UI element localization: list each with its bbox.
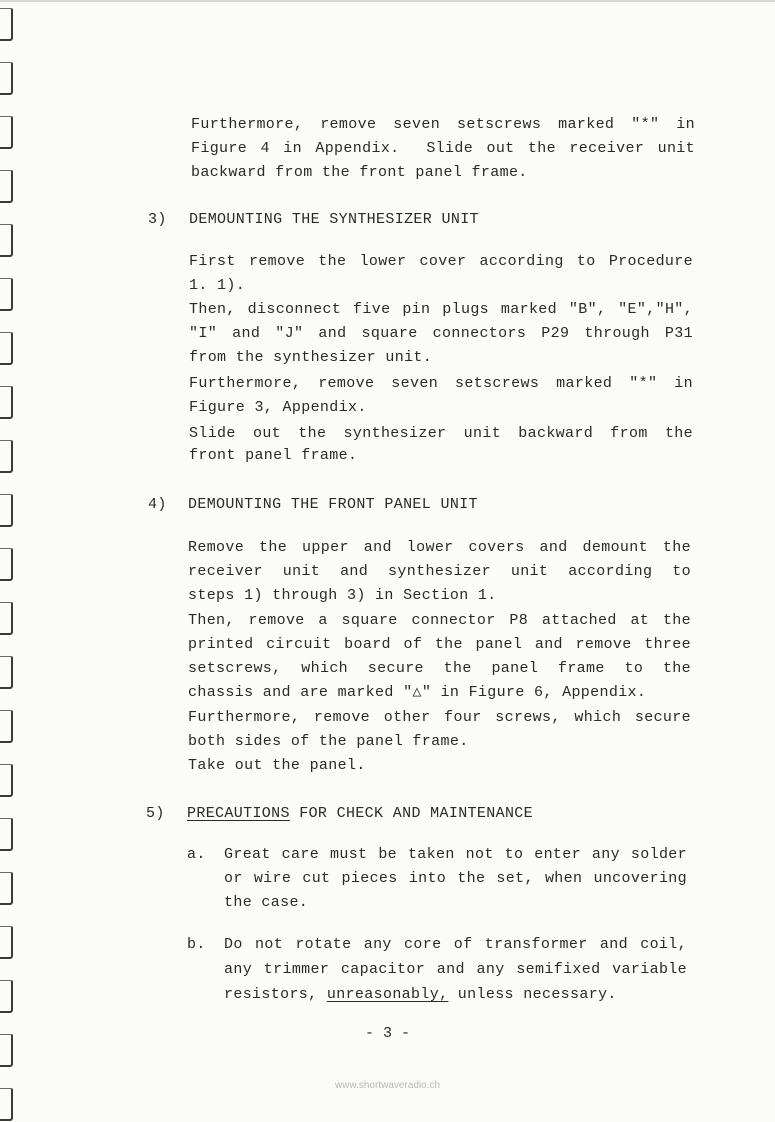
item-b-line-1: Do not rotate any core of transformer and coil, bbox=[224, 936, 687, 953]
section-3-line-5: from the synthesizer unit. bbox=[189, 349, 433, 366]
intro-line-3: backward from the front panel frame. bbox=[191, 164, 528, 181]
section-5-number: 5) bbox=[146, 805, 165, 822]
section-4-line-3: steps 1) through 3) in Section 1. bbox=[188, 587, 497, 604]
section-5-heading-underlined: PRECAUTIONS bbox=[187, 805, 290, 822]
section-4-line-9: both sides of the panel frame. bbox=[188, 733, 469, 750]
section-3-heading: DEMOUNTING THE SYNTHESIZER UNIT bbox=[189, 211, 479, 228]
section-4-line-1: Remove the upper and lower covers and demount the bbox=[188, 539, 691, 556]
section-5-heading bbox=[187, 804, 533, 824]
item-b-line-3-pre: resistors, bbox=[224, 986, 327, 1003]
item-a-line-2: or wire cut pieces into the set, when uncovering bbox=[224, 870, 687, 887]
section-4-line-6: setscrews, which secure the panel frame to the bbox=[188, 660, 691, 677]
section-3-line-6: Furthermore, remove seven setscrews marked "*" in bbox=[189, 375, 693, 392]
section-3-line-8: Slide out the synthesizer unit backward from the bbox=[189, 425, 693, 442]
item-a-marker: a. bbox=[187, 846, 206, 863]
item-a-line-3: the case. bbox=[224, 894, 309, 911]
section-4-line-10: Take out the panel. bbox=[188, 757, 366, 774]
page-number: - 3 - bbox=[364, 1025, 410, 1042]
section-5-heading-rest: FOR CHECK AND MAINTENANCE bbox=[289, 805, 534, 822]
section-3-number: 3) bbox=[148, 211, 167, 228]
item-b-underlined-word: unreasonably, bbox=[326, 986, 449, 1003]
section-4-line-4: Then, remove a square connector P8 attached at the bbox=[188, 612, 691, 629]
section-4-line-8: Furthermore, remove other four screws, which secure bbox=[188, 709, 691, 726]
intro-line-1: Furthermore, remove seven setscrews marked "*" in bbox=[191, 116, 695, 133]
item-a-line-1: Great care must be taken not to enter any solder bbox=[224, 846, 687, 863]
section-4-line-2: receiver unit and synthesizer unit according to bbox=[188, 563, 691, 580]
item-b-line-3-post: unless necessary. bbox=[448, 986, 617, 1003]
section-3-line-3: Then, disconnect five pin plugs marked "B", "E","H", bbox=[189, 301, 693, 318]
item-b-marker: b. bbox=[187, 936, 206, 953]
section-4-number: 4) bbox=[148, 496, 167, 513]
item-b-line-2: any trimmer capacitor and any semifixed variable bbox=[224, 961, 687, 978]
section-3-line-4: "I" and "J" and square connectors P29 through P31 bbox=[189, 325, 693, 342]
section-4-heading: DEMOUNTING THE FRONT PANEL UNIT bbox=[188, 496, 478, 513]
item-b-line-3 bbox=[224, 985, 617, 1005]
section-3-line-7: Figure 3, Appendix. bbox=[189, 399, 367, 416]
section-3-line-9: front panel frame. bbox=[189, 447, 358, 464]
section-3-line-2: 1. 1). bbox=[189, 277, 246, 294]
section-4-line-5: printed circuit board of the panel and remove three bbox=[188, 636, 691, 653]
section-4-line-7: chassis and are marked "△" in Figure 6, Appendix. bbox=[188, 684, 647, 701]
footer-watermark: www.shortwaveradio.ch bbox=[334, 1080, 441, 1091]
section-3-line-1: First remove the lower cover according to Procedure bbox=[189, 253, 693, 270]
intro-line-2: Figure 4 in Appendix. Slide out the receiver unit bbox=[191, 140, 695, 157]
